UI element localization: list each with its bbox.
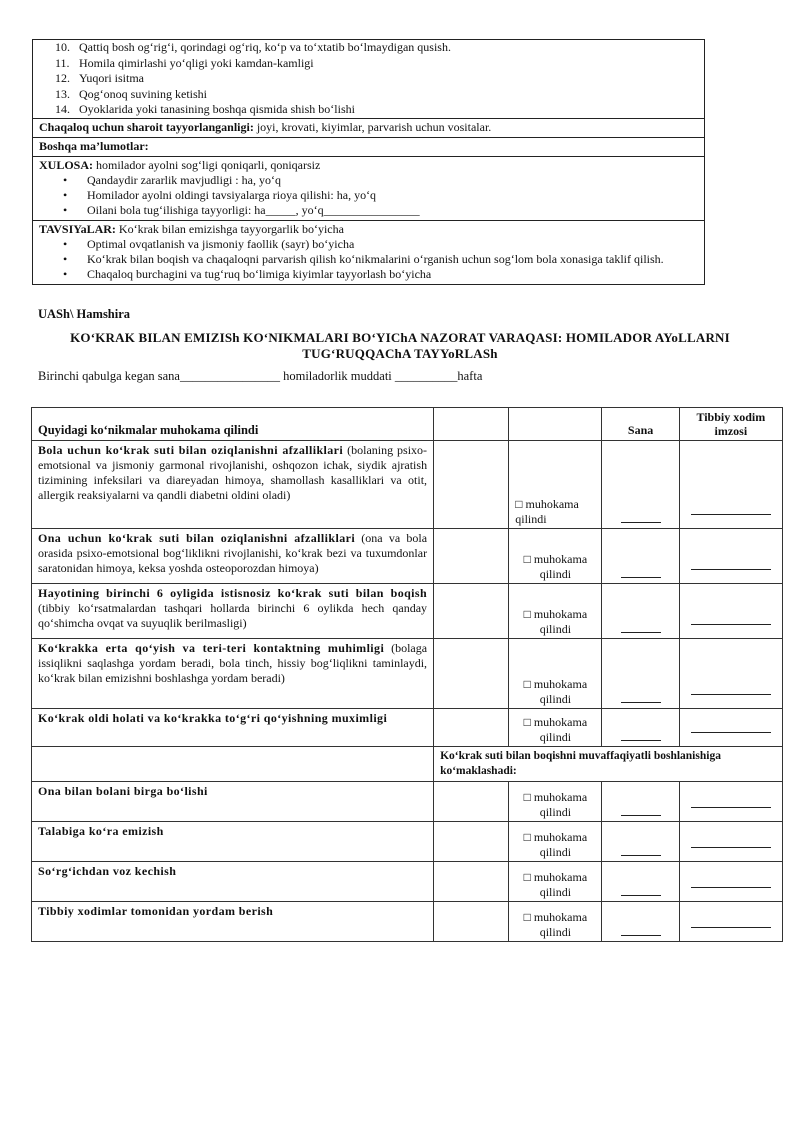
row-text: Ona bilan bolani birga bo‘lishi: [32, 782, 434, 822]
row-text: Hayotining birinchi 6 oyligida istisnosiz ko‘krak suti bilan boqish (tibbiy ko‘rsatmalardan tashqari hollarda birinchi 6 oylikda hech qanday qo‘shimcha ovqat va suyuqlik berilmasligi): [32, 584, 434, 639]
empty-cell: [434, 441, 509, 529]
list-item: 14. Oyoklarida yoki tanasining boshqa qismida shish bo‘lishi: [55, 102, 355, 116]
discussed-checkbox[interactable]: □ muhokama qilindi: [509, 862, 602, 902]
row-text: Ko‘krak oldi holati va ko‘krakka to‘g‘ri qo‘yishning muximligi: [32, 709, 434, 747]
header-empty: [434, 408, 509, 441]
table-row: [32, 639, 783, 709]
empty-cell: [434, 639, 509, 709]
row-text: Bola uchun ko‘krak suti bilan oziqlanishni afzalliklari (bolaning psixo-emotsional va jismoniy garmonal rivojlanishi, oshqozon ichak, siydik ajratish tizimining infeksilari va diareyadan himoya, shamollash kasalliklari va otit, allergik reaksiyalarni va qandli diabetni oldini oladi): [32, 441, 434, 529]
subheader-row: [32, 747, 783, 782]
discussed-checkbox[interactable]: □ muhokama qilindi: [509, 709, 602, 747]
date-field[interactable]: [602, 902, 679, 942]
signature-field[interactable]: [679, 584, 782, 639]
date-field[interactable]: [602, 822, 679, 862]
row-text: Talabiga ko‘ra emizish: [32, 822, 434, 862]
discussed-checkbox[interactable]: □ muhokama qilindi: [509, 584, 602, 639]
table-row: [32, 441, 783, 529]
form-title: KO‘KRAK BILAN EMIZISh KO‘NIKMALARI BO‘YIChA NAZORAT VARAQASI: HOMILADOR AYoLLARNI TUG‘RUQQAChA TAYYoRLASh: [70, 330, 730, 361]
discussed-checkbox[interactable]: □ muhokama qilindi: [509, 441, 602, 529]
empty-cell: [434, 529, 509, 584]
list-item: • Qandaydir zararlik mavjudligi : ha, yo‘q: [39, 173, 698, 188]
danger-signs-list: [33, 40, 704, 119]
list-item: 12. Yuqori isitma: [55, 71, 144, 85]
conclusion-section: XULOSA: homilador ayolni sog‘ligi qoniqarli, qoniqarsiz • Qandaydir zararlik mavjudligi : ha, yo‘q • Homilador ayolni oldingi tavsiyalarga rioya qilishi: ha, yo‘q • Oilani bola tug‘ilishiga tayyorligi: ha_____, yo‘q________________: [33, 157, 704, 221]
header-skills: Quyidagi ko‘nikmalar muhokama qilindi: [32, 408, 434, 441]
empty-cell: [434, 782, 509, 822]
list-item: 11. Homila qimirlashi yo‘qligi yoki kamdan-kamligi: [55, 55, 314, 70]
date-field[interactable]: [602, 529, 679, 584]
list-item: • Ko‘krak bilan boqish va chaqaloqni parvarish qilish ko‘nikmalarini o‘rganish uchun sog‘lom bola xonasiga taklif qilish.: [39, 252, 698, 267]
signature-field[interactable]: [679, 529, 782, 584]
signature-field[interactable]: [679, 441, 782, 529]
signature-field[interactable]: [679, 639, 782, 709]
antenatal-summary-box: [32, 39, 705, 285]
discussed-checkbox[interactable]: □ muhokama qilindi: [509, 782, 602, 822]
discussed-checkbox[interactable]: □ muhokama qilindi: [509, 902, 602, 942]
discussed-checkbox[interactable]: □ muhokama qilindi: [509, 529, 602, 584]
nurse-label: UASh\ Hamshira: [38, 307, 131, 321]
discussed-checkbox[interactable]: □ muhokama qilindi: [509, 639, 602, 709]
subheader-text: Ko‘krak suti bilan boqishni muvaffaqiyatli boshlanishiga ko‘maklashadi:: [434, 747, 783, 782]
other-info: Boshqa ma’lumotlar:: [33, 138, 704, 157]
empty-cell: [434, 709, 509, 747]
header-empty: [509, 408, 602, 441]
list-item: • Chaqaloq burchagini va tug‘ruq bo‘limiga kiyimlar tayyorlash bo‘yicha: [39, 267, 698, 282]
row-text: Ko‘krakka erta qo‘yish va teri-teri kontaktning muhimligi (bolaga issiqlikni saqlashga yordam beradi, bola tinch, hissiy bog‘liqlikni taminlaydi, ko‘krak bilan emizishni boshlashga yordam beradi): [32, 639, 434, 709]
list-item: • Oilani bola tug‘ilishiga tayyorligi: ha_____, yo‘q________________: [39, 203, 698, 218]
recommendations-section: TAVSIYaLAR: Ko‘krak bilan emizishga tayyorgarlik bo‘yicha • Optimal ovqatlanish va jismoniy faollik (sayr) bo‘yicha • Ko‘krak bilan boqish va chaqaloqni parvarish qilish ko‘nikmalarini o‘rganish uchun sog‘lom bola xonasiga taklif qilish. • Chaqaloq burchagini va tug‘ruq bo‘limiga kiyimlar tayyorlash bo‘yicha: [33, 221, 704, 284]
row-text: So‘rg‘ichdan voz kechish: [32, 862, 434, 902]
discussed-checkbox[interactable]: □ muhokama qilindi: [509, 822, 602, 862]
table-header-row: [32, 408, 783, 441]
empty-cell: [434, 584, 509, 639]
date-field[interactable]: [602, 709, 679, 747]
empty-cell: [32, 747, 434, 782]
table-row: [32, 709, 783, 747]
empty-cell: [434, 902, 509, 942]
table-row: [32, 529, 783, 584]
table-row: [32, 822, 783, 862]
table-row: [32, 782, 783, 822]
list-item: 13. Qog‘onoq suvining ketishi: [55, 86, 207, 101]
list-item: 10. Qattiq bosh og‘rig‘i, qorindagi og‘riq, ko‘p va to‘xtatib bo‘lmaydigan qusish.: [55, 40, 451, 54]
table-row: [32, 584, 783, 639]
signature-field[interactable]: [679, 822, 782, 862]
list-item: • Homilador ayolni oldingi tavsiyalarga rioya qilishi: ha, yo‘q: [39, 188, 698, 203]
date-field[interactable]: [602, 441, 679, 529]
date-field[interactable]: [602, 639, 679, 709]
newborn-conditions: Chaqaloq uchun sharoit tayyorlanganligi: joyi, krovati, kiyimlar, parvarish uchun vositalar.: [33, 119, 704, 138]
date-field[interactable]: [602, 862, 679, 902]
signature-field[interactable]: [679, 709, 782, 747]
empty-cell: [434, 862, 509, 902]
row-text: Tibbiy xodimlar tomonidan yordam berish: [32, 902, 434, 942]
table-row: [32, 902, 783, 942]
table-row: [32, 862, 783, 902]
row-text: Ona uchun ko‘krak suti bilan oziqlanishni afzalliklari (ona va bola orasida psixo-emotsional bog‘liklikni rivojlanishi, ko‘krak bezi va tuxumdonlar saratonidan himoya, keksa yoshda osteoporozdan himoya): [32, 529, 434, 584]
signature-field[interactable]: [679, 862, 782, 902]
checklist-table: [31, 407, 783, 942]
signature-field[interactable]: [679, 902, 782, 942]
header-signature: Tibbiy xodim imzosi: [679, 408, 782, 441]
date-field[interactable]: [602, 584, 679, 639]
list-item: • Optimal ovqatlanish va jismoniy faollik (sayr) bo‘yicha: [39, 237, 698, 252]
date-line: Birinchi qabulga kegan sana________________ homiladorlik muddati __________hafta: [38, 369, 483, 383]
empty-cell: [434, 822, 509, 862]
date-field[interactable]: [602, 782, 679, 822]
signature-field[interactable]: [679, 782, 782, 822]
header-date: Sana: [602, 408, 679, 441]
